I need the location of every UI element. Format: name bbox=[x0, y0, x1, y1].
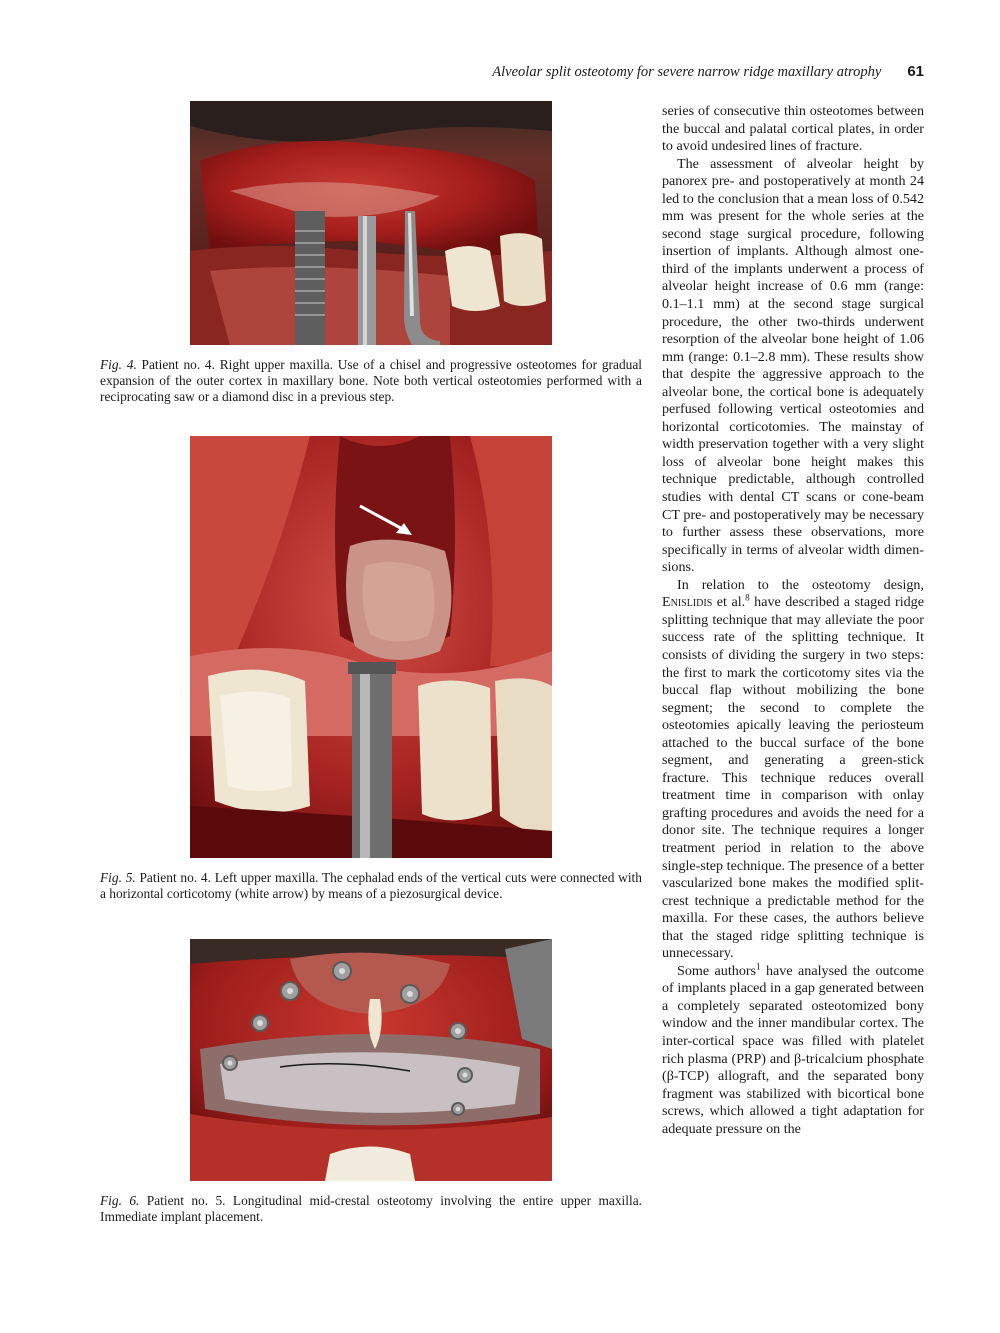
paragraph-3-rest: have described a staged ridge splitting technique that may alleviate the poor success rate of the splitting technique. It consists of dividing the surgery in two steps: the first to mark the corticotomy sites via the buccal flap without mobilizing the bone segment; the second to complete the osteotomies apically leaving the periosteum attached to the buccal surface of the bone segment, and generating a green-stick fracture. This technique reduces overall treatment time in comparison with onlay grafting procedures and avoids the need for a donor site. The technique requires a longer treatment period in relation to the above single-step technique. The presence of a better vascularized bone makes the modified split-crest technique a predictable method for the maxilla. For these cases, the authors believe that the staged ridge splitting technique is unnecessary. bbox=[662, 594, 924, 962]
figure-4-caption bbox=[100, 357, 642, 405]
figure-5-caption bbox=[100, 870, 642, 902]
running-title: Alveolar split osteotomy for severe narrow ridge maxillary atrophy bbox=[492, 64, 882, 80]
figure-4-caption-text: Patient no. 4. Right upper maxilla. Use of a chisel and progressive osteotomes for gradual expansion of the outer cortex in maxillary bone. Note both vertical osteotomies performed with a reciprocating saw or a diamond disc in a previous step. bbox=[100, 357, 642, 404]
reference-8: 8 bbox=[745, 592, 750, 603]
figure-6-photo bbox=[190, 939, 552, 1181]
paragraph-4-rest: have analysed the outcome of implants placed in a gap generated between a completely separated osteotomized bony window and the inner mandibular cortex. The inter-cortical space was filled with platelet rich plasma (PRP) and β-tricalcium phosphate (β-TCP) allograft, and the separated bony fragment was stabilized with bicortical bone screws, which allowed a tight adaptation for adequate pressure on the bbox=[662, 962, 924, 1137]
figure-6-label: Fig. 6. bbox=[100, 1193, 140, 1208]
figure-6-caption bbox=[100, 1193, 642, 1225]
et-al: et al. bbox=[712, 594, 746, 611]
body-text-column bbox=[662, 103, 924, 1138]
page-number: 61 bbox=[907, 63, 924, 80]
figure-5-label: Fig. 5. bbox=[100, 870, 136, 885]
figure-4-photo bbox=[190, 101, 552, 345]
body-paragraph-3 bbox=[662, 577, 924, 963]
figure-6-caption-text: Patient no. 5. Longitudinal mid-crestal osteotomy involving the entire upper maxilla. Immediate implant placement. bbox=[100, 1193, 642, 1224]
figure-5-photo bbox=[190, 436, 552, 858]
body-paragraph-4 bbox=[662, 963, 924, 1138]
figure-5-caption-text: Patient no. 4. Left upper maxilla. The cephalad ends of the vertical cuts were connected with a horizontal corticotomy (white arrow) by means of a piezosurgical device. bbox=[100, 870, 642, 901]
reference-1: 1 bbox=[756, 961, 761, 972]
paragraph-3-start: In relation to the osteotomy design, bbox=[677, 576, 924, 593]
author-name: Enislidis bbox=[662, 594, 713, 611]
paragraph-4-start: Some authors bbox=[677, 962, 757, 979]
body-paragraph-1: series of consecutive thin osteotomes between the buccal and palatal cortical plates, in order to avoid undesired lines of fracture. bbox=[662, 103, 924, 155]
figure-4-label: Fig. 4. bbox=[100, 357, 137, 372]
running-header bbox=[0, 60, 924, 84]
body-paragraph-2: The assessment of alveolar height by panorex pre- and postoperatively at month 24 led to the conclusion that a mean loss of 0.542 mm was present for the whole series at the second stage surgical procedure, following insertion of implants. Although almost one-third of the implants underwent a process of alveolar height increase of 0.6 mm (range: 0.1–1.1 mm) at the second stage surgical procedure, the other two-thirds underwent resorption of the alveolar bone height of 1.06 mm (range: 0.1–2.8 mm). These results show that despite the aggressive approach to the alveolar bone, the cortical bone is adequately perfused following vertical osteotomies and horizontal corticotomies. The mainstay of width preservation together with a very slight loss of alveolar bone height makes this technique predictable, although controlled studies with dental CT scans or cone-beam CT pre- and postoperatively may be necessary to further assess these observations, more specifically in terms of alveolar width dimensions. bbox=[662, 155, 924, 576]
